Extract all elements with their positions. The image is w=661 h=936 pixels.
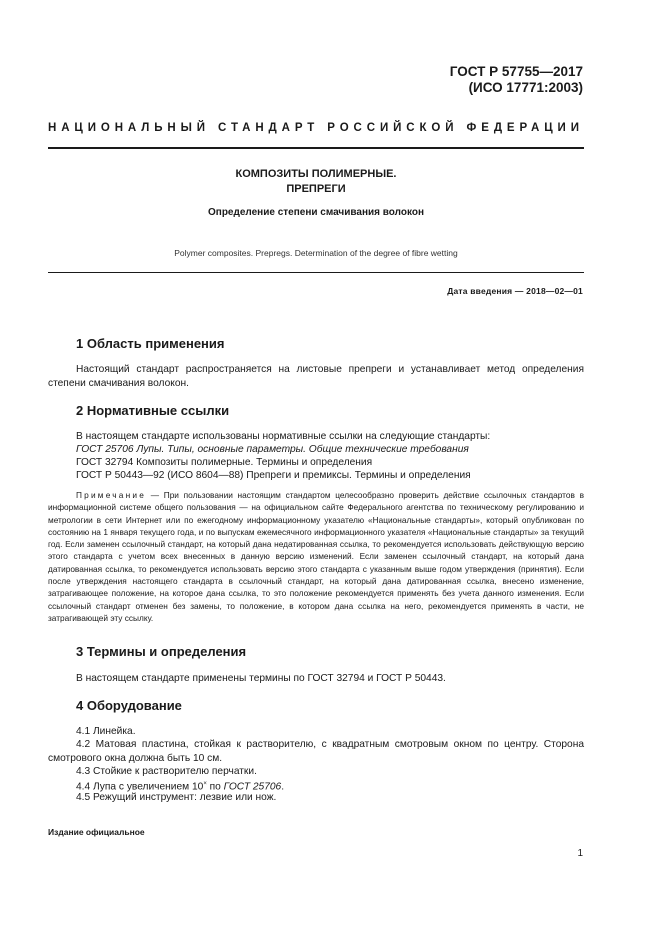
- section-1-text: Настоящий стандарт распространяется на листовые препреги и устанавливает метод определения степени смачивания волокон.: [48, 364, 584, 389]
- note-text: — При пользовании настоящим стандартом целесообразно проверить действие ссылочных стандартов в информационной системе общего пользования — на официальном сайте Федерального агентства по техническому регулированию и метрологии в сети Интернет или по ежегодному информационному указателю «Национальные стандарты», который опубликован по состоянию на 1 января текущего года, и по выпускам ежемесячного информационного указателя «Национальные стандарты» за текущий год. Если заменен ссылочный стандарт, на который дана недатированная ссылка, то рекомендуется использовать действующую версию этого стандарта с учетом всех внесенных в данную версию изменений. Если заменен ссылочный стандарт, на который дана датированная ссылка, то рекомендуется использовать версию этого стандарта с указанным выше годом утверждения (принятия). Если после утверждения настоящего стандарта в ссылочный стандарт, на который дана датированная ссылка, внесено изменение, затрагивающее положение, на которое дана ссылка, то это положение рекомендуется применять без учета данного изменения. Если ссылочный стандарт отменен без замены, то положение, в котором дана ссылка на него, рекомендуется применять в части, не затрагивающей эту ссылку.: [48, 490, 584, 623]
- national-standard-banner: НАЦИОНАЛЬНЫЙ СТАНДАРТ РОССИЙСКОЙ ФЕДЕРАЦИИ: [48, 122, 584, 134]
- english-title: Polymer composites. Prepregs. Determination of the degree of fibre wetting: [174, 248, 458, 258]
- official-edition-label: Издание официальное: [48, 827, 145, 837]
- section-3-heading: 3 Термины и определения: [76, 644, 247, 659]
- standard-number: ГОСТ Р 57755—2017: [449, 64, 583, 79]
- introduction-date: Дата введения — 2018—02—01: [447, 286, 583, 296]
- document-subtitle: Определение степени смачивания волокон: [208, 207, 424, 218]
- section-4-heading: 4 Оборудование: [76, 698, 182, 713]
- header-rule: [48, 147, 584, 149]
- title-line-1: КОМПОЗИТЫ ПОЛИМЕРНЫЕ.: [235, 168, 397, 180]
- title-line-2: ПРЕПРЕГИ: [286, 183, 346, 195]
- document-title: [48, 167, 584, 197]
- item-4-2: 4.2 Матовая пластина, стойкая к растворителю, с квадратным смотровым окном по центру. Сторона смотрового окна должна быть 10 см.: [48, 739, 584, 764]
- section-2-intro: В настоящем стандарте использованы нормативные ссылки на следующие стандарты:: [76, 431, 491, 442]
- section-3-text: В настоящем стандарте применены термины по ГОСТ 32794 и ГОСТ Р 50443.: [76, 673, 446, 684]
- iso-number: (ИСО 17771:2003): [468, 80, 583, 95]
- section-2-note: [48, 489, 584, 624]
- item-4-4-by: по: [206, 781, 224, 793]
- note-label: Примечание: [76, 490, 147, 500]
- section-1-heading: 1 Область применения: [76, 336, 225, 351]
- item-4-1: 4.1 Линейка.: [76, 726, 136, 737]
- item-4-5: 4.5 Режущий инструмент: лезвие или нож.: [76, 792, 277, 803]
- reference-gost-25706: ГОСТ 25706 Лупы. Типы, основные параметры. Общие технические требования: [76, 444, 469, 455]
- item-4-4-end: .: [281, 781, 285, 793]
- reference-gost-r-50443: ГОСТ Р 50443—92 (ИСО 8604—88) Препреги и премиксы. Термины и определения: [76, 470, 471, 481]
- item-4-4-reference: ГОСТ 25706: [223, 781, 282, 793]
- magnification-sup: ×: [203, 781, 207, 787]
- section-2-heading: 2 Нормативные ссылки: [76, 403, 230, 418]
- title-rule: [48, 272, 584, 273]
- reference-gost-32794: ГОСТ 32794 Композиты полимерные. Термины и определения: [76, 457, 373, 468]
- item-4-3: 4.3 Стойкие к растворителю перчатки.: [76, 766, 257, 777]
- page-number: 1: [577, 848, 583, 859]
- item-4-4-text: 4.4 Лупа с увеличением 10: [76, 781, 204, 793]
